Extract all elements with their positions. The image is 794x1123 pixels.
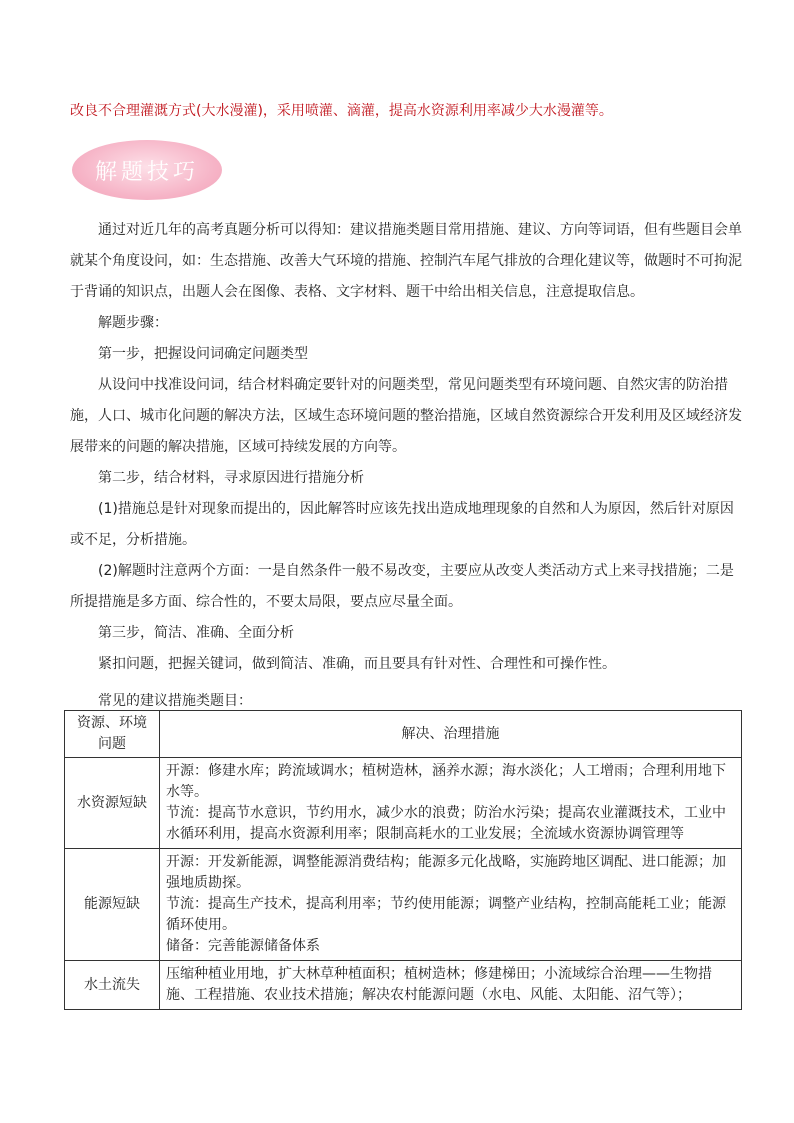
paragraph-step-2: 第二步，结合材料，寻求原因进行措施分析 bbox=[98, 470, 364, 486]
measure-line: 开源：修建水库；跨流域调水；植树造林，涵养水源；海水淡化；人工增雨；合理利用地下水等。 bbox=[166, 763, 726, 800]
table-caption: 常见的建议措施类题目： bbox=[98, 693, 252, 709]
measure-line: 压缩种植业用地，扩大林草种植面积；植树造林；修建梯田；小流域综合治理——生物措施、工程措施、农业技术措施；解决农村能源问题（水电、风能、太阳能、沼气等）； bbox=[166, 966, 712, 1003]
table-header-row bbox=[65, 711, 742, 758]
paragraph-step-1: 第一步，把握设问词确定问题类型 bbox=[98, 346, 308, 362]
row-issue: 能源短缺 bbox=[65, 849, 160, 961]
intro-line: 改良不合理灌溉方式(大水漫灌)，采用喷灌、滴灌，提高水资源利用率减少大水漫灌等。 bbox=[70, 103, 613, 119]
paragraph-steps-heading: 解题步骤： bbox=[98, 315, 168, 331]
header-issue: 资源、环境问题 bbox=[65, 711, 160, 758]
solving-tips-badge bbox=[72, 140, 222, 200]
paragraph-step-3-detail: 紧扣问题，把握关键词，做到简洁、准确，而且要具有针对性、合理性和可操作性。 bbox=[98, 656, 616, 672]
measure-line: 开源：开发新能源，调整能源消费结构；能源多元化战略，实施跨地区调配、进口能源；加强地质勘探。 bbox=[166, 854, 726, 891]
row-issue: 水土流失 bbox=[65, 961, 160, 1010]
body-text bbox=[70, 215, 742, 680]
row-measures bbox=[160, 849, 742, 961]
row-measures bbox=[160, 758, 742, 849]
measure-line: 节流：提高生产技术，提高利用率；节约使用能源；调整产业结构，控制高能耗工业；能源循环使用。 bbox=[166, 896, 726, 933]
table-row bbox=[65, 961, 742, 1010]
paragraph-step-3: 第三步，简洁、准确、全面分析 bbox=[98, 625, 294, 641]
measure-line: 储备：完善能源储备体系 bbox=[166, 938, 320, 954]
header-measures: 解决、治理措施 bbox=[160, 711, 742, 758]
paragraph-step-2-point-1: (1)措施总是针对现象而提出的，因此解答时应该先找出造成地理现象的自然和人为原因，然后针对原因或不足，分析措施。 bbox=[70, 501, 734, 548]
table-row bbox=[65, 849, 742, 961]
table-row bbox=[65, 758, 742, 849]
row-measures bbox=[160, 961, 742, 1010]
measures-table bbox=[64, 710, 742, 1010]
paragraph-step-1-detail: 从设问中找准设问词，结合材料确定要针对的问题类型，常见问题类型有环境问题、自然灾害的防治措施，人口、城市化问题的解决方法，区域生态环境问题的整治措施，区域自然资源综合开发利用及区域经济发展带来的问题的解决措施，区域可持续发展的方向等。 bbox=[70, 377, 742, 455]
row-issue: 水资源短缺 bbox=[65, 758, 160, 849]
badge-title: 解题技巧 bbox=[94, 159, 199, 185]
paragraph-step-2-point-2: (2)解题时注意两个方面：一是自然条件一般不易改变，主要应从改变人类活动方式上来寻找措施；二是所提措施是多方面、综合性的，不要太局限，要点应尽量全面。 bbox=[70, 563, 734, 610]
paragraph-intro: 通过对近几年的高考真题分析可以得知：建议措施类题目常用措施、建议、方向等词语，但有些题目会单就某个角度设问，如：生态措施、改善大气环境的措施、控制汽车尾气排放的合理化建议等，做题时不可拘泥于背诵的知识点，出题人会在图像、表格、文字材料、题干中给出相关信息，注意提取信息。 bbox=[70, 222, 742, 300]
measure-line: 节流：提高节水意识，节约用水，减少水的浪费；防治水污染；提高农业灌溉技术，工业中水循环利用，提高水资源利用率；限制高耗水的工业发展；全流域水资源协调管理等 bbox=[166, 805, 726, 842]
